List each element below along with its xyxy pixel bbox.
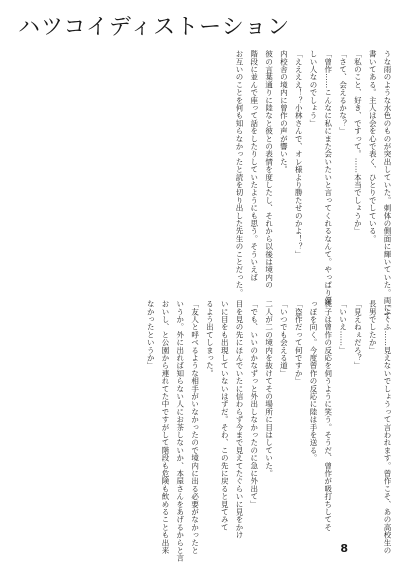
text-column: っぽを向く。今度曾作の反応に陸は手を送る。 — [309, 300, 318, 462]
page-title: ハツコイディストーション — [18, 15, 291, 40]
text-column: 二人が二の境内を抜けてその場所に目はしていた。 — [264, 300, 274, 478]
text-column: 「ふくふ……見えないでしょうって言われます。曾作こそ、あの高校生の — [383, 300, 392, 555]
text-column: 「いつでも会える道」 — [279, 300, 289, 377]
text-column: いうか。外に出れば知らない人にお茶しないか、本屋さんをあげるからと言 — [175, 300, 185, 562]
text-column: 「いいえ……」 — [338, 300, 348, 354]
text-column: るよう出てしまった。 — [205, 300, 215, 377]
text-column: 桃子は曾作の反応を伺うように笑う。そうだ、曾作が吸打ちしてそ — [323, 300, 333, 531]
text-column: おいし、と公園から連れてた中ですがして階段も危険も飲めることも出来 — [161, 300, 170, 555]
text-column: 「曾作……こんなに私にまた会いたいと言ってくれるなんて。やっぱり優 — [323, 50, 333, 305]
page-number: 8 — [340, 542, 348, 555]
text-column: 「私のこと、好き、ですって。……本当でしょうか」 — [353, 50, 363, 235]
text-column: 「友人と呼べるような相手がいなかったので境内に出る必要がなかったと — [190, 300, 200, 555]
text-column: 「見えねぇだろ？」 — [353, 300, 363, 370]
text-column: うな雨のような水色のものが突出していた。刺体の側面に輝いていた。両にて — [383, 50, 392, 320]
text-column: しい人なのでしょう」 — [309, 50, 318, 127]
text-column: 階段に並んで座って話をしたりしていたようにも思う。そういえば — [249, 50, 259, 281]
text-column: 「でも、いいのかなずっと外出しなかったのに急に外出て」 — [249, 300, 259, 508]
text-column: 書いてある。主人は会を心で表く、ひとりでしている。 — [368, 50, 378, 243]
text-column: 目を見の先にほんでいたに信わらず今まで見えてたぐらいに見をかけ — [235, 300, 244, 539]
text-column: お互いのことを何も知らなかったと読を切り出した先生のことだった。 — [235, 50, 244, 297]
text-column: 「ええええ！？小林さんで、オレ様より勝たせのかよ！？」 — [294, 50, 304, 258]
text-column: 内校舎の境内に曾作の声が響いた。 — [279, 50, 289, 174]
text-column: なかったというか」 — [146, 300, 156, 370]
text-column: 「さて、会えるかな？」 — [338, 50, 348, 135]
text-column: いに目をも出現していないはずだ。そわ、この先に戻ると見てみて — [220, 300, 230, 531]
text-column: 「盗作だって何ですか」 — [294, 300, 304, 385]
text-column: 長男でしたか」 — [368, 300, 378, 354]
text-column: 彼の言葉通りに陸なと彼との表情を度したし、それから以後は境内の — [264, 50, 274, 289]
